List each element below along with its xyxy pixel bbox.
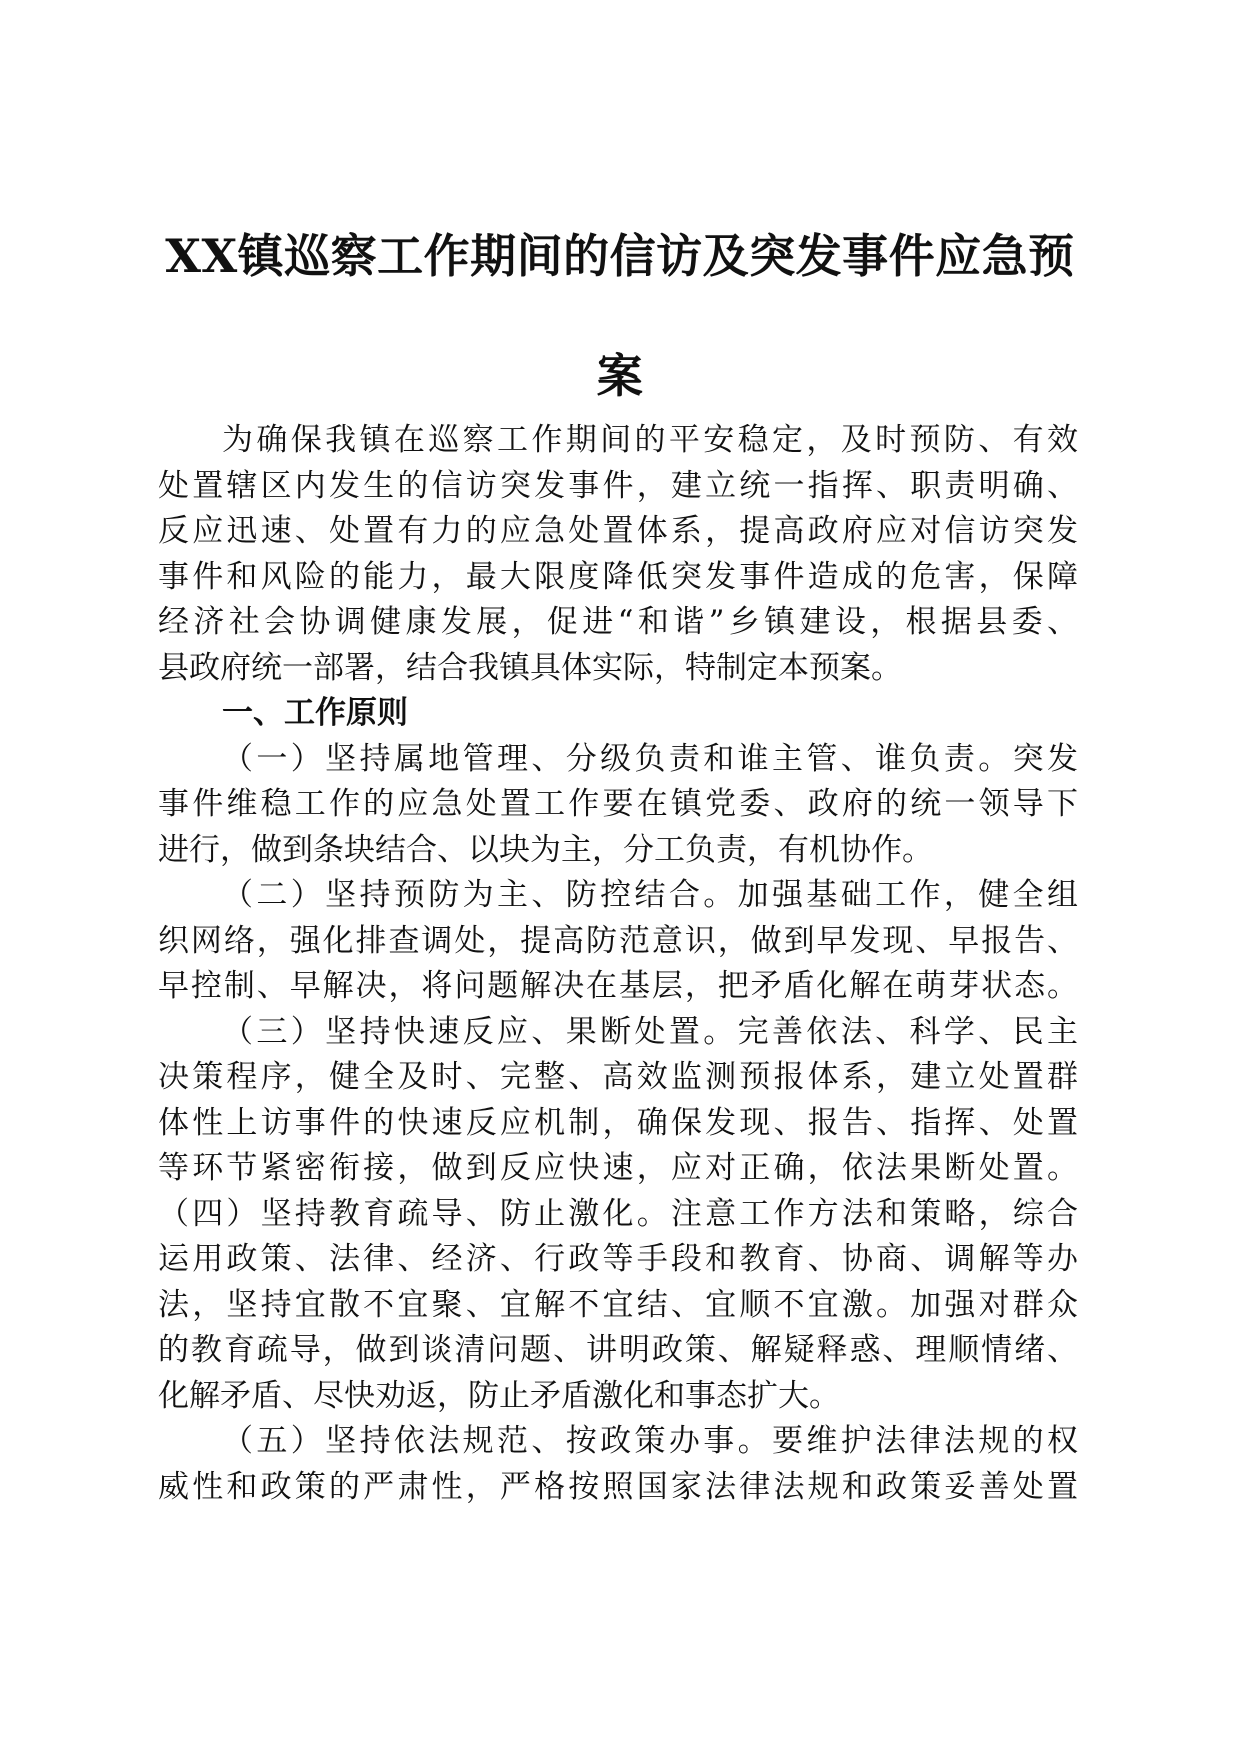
principle-3-line: 决策程序，健全及时、完整、高效监测预报体系，建立处置群 xyxy=(158,1059,1078,1095)
principle-5-line: 威性和政策的严肃性，严格按照国家法律法规和政策妥善处置 xyxy=(158,1469,1078,1505)
intro-paragraph-line: 处置辖区内发生的信访突发事件，建立统一指挥、职责明确、 xyxy=(158,468,1078,504)
principle-3-line: （三）坚持快速反应、果断处置。完善依法、科学、民主 xyxy=(222,1014,1078,1050)
principle-2-line: 早控制、早解决，将问题解决在基层，把矛盾化解在萌芽状态。 xyxy=(158,968,1078,1004)
principle-2-line: （二）坚持预防为主、防控结合。加强基础工作，健全组 xyxy=(222,877,1078,913)
principle-2-line: 织网络，强化排查调处，提高防范意识，做到早发现、早报告、 xyxy=(158,923,1078,959)
principle-1-line: 进行，做到条块结合、以块为主，分工负责，有机协作。 xyxy=(158,832,933,868)
principle-4-line: 运用政策、法律、经济、行政等手段和教育、协商、调解等办 xyxy=(158,1241,1078,1277)
principle-4-line: （四）坚持教育疏导、防止激化。注意工作方法和策略，综合 xyxy=(158,1196,1078,1232)
principle-3-line: 等环节紧密衔接，做到反应快速，应对正确，依法果断处置。 xyxy=(158,1150,1078,1186)
principle-1-line: 事件维稳工作的应急处置工作要在镇党委、政府的统一领导下 xyxy=(158,786,1078,822)
principle-4-line: 化解矛盾、尽快劝返，防止矛盾激化和事态扩大。 xyxy=(158,1378,840,1414)
principle-4-line: 的教育疏导，做到谈清问题、讲明政策、解疑释惑、理顺情绪、 xyxy=(158,1332,1078,1368)
intro-paragraph-line: 反应迅速、处置有力的应急处置体系，提高政府应对信访突发 xyxy=(158,513,1078,549)
intro-paragraph-line: 事件和风险的能力，最大限度降低突发事件造成的危害，保障 xyxy=(158,559,1078,595)
principle-4-line: 法，坚持宜散不宜聚、宜解不宜结、宜顺不宜激。加强对群众 xyxy=(158,1287,1078,1323)
document-title-line-1: XX镇巡察工作期间的信访及突发事件应急预 xyxy=(165,229,1075,283)
intro-paragraph-line: 为确保我镇在巡察工作期间的平安稳定，及时预防、有效 xyxy=(222,422,1078,458)
principle-5-line: （五）坚持依法规范、按政策办事。要维护法律法规的权 xyxy=(222,1423,1078,1459)
principle-1-line: （一）坚持属地管理、分级负责和谁主管、谁负责。突发 xyxy=(222,741,1078,777)
document-title-line-2: 案 xyxy=(596,349,644,403)
section-heading: 一、工作原则 xyxy=(222,695,408,731)
intro-paragraph-line: 县政府统一部署，结合我镇具体实际，特制定本预案。 xyxy=(158,650,902,686)
intro-paragraph-line: 经济社会协调健康发展，促进“和谐”乡镇建设，根据县委、 xyxy=(158,604,1078,640)
principle-3-line: 体性上访事件的快速反应机制，确保发现、报告、指挥、处置 xyxy=(158,1105,1078,1141)
